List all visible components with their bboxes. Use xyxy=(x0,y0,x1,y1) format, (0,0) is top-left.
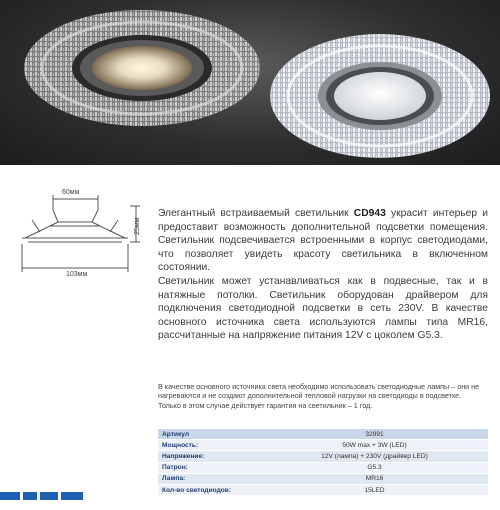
description-paragraph-1 xyxy=(158,207,488,275)
description-paragraph-2: Светильник может устанавливаться как в подвесные, так и в натяжные потолки. Светильник оборудован драйвером для подключения светодиодной подсветки в сеть 230V. В качестве основного источника света используются лампы типа MR16, рассчитанные на напряжение питания 12V с цоколем G5.3. xyxy=(158,275,488,342)
dimension-diagram xyxy=(10,180,150,290)
lamp-note xyxy=(158,382,488,410)
spec-key: Артикул xyxy=(158,429,261,440)
spec-key: Патрон: xyxy=(158,462,261,473)
spec-value: 32991 xyxy=(261,429,488,440)
table-row xyxy=(158,440,488,451)
desc-text: Элегантный встраиваемый светильник xyxy=(158,208,354,219)
spec-key: Мощность: xyxy=(158,440,261,451)
brand-logo-fragment xyxy=(0,492,130,500)
product-description xyxy=(158,207,488,343)
spec-key: Кол-во светодиодов: xyxy=(158,484,261,495)
table-row xyxy=(158,429,488,440)
spec-table xyxy=(158,429,488,496)
spec-value: G5.3 xyxy=(261,462,488,473)
note-line-2: Только в этом случае действует гарантия на светильник – 1 год. xyxy=(158,400,373,410)
lamp-photo-unlit xyxy=(268,28,493,163)
desc-text: украсит интерьер и предоставит возможность дополнительной подсветки помещения. Светильник подсвечивается встроенными в корпус светодиодами, что позволяет увидеть красоту светильника в включенном состоянии. xyxy=(158,208,488,274)
spec-value: MR16 xyxy=(261,473,488,484)
lamp-photo-lit xyxy=(20,2,265,132)
dim-height-label: 25мм xyxy=(134,217,141,235)
table-row xyxy=(158,462,488,473)
table-row xyxy=(158,451,488,462)
product-photo xyxy=(0,0,500,165)
spec-value: 50W max + 3W (LED) xyxy=(261,440,488,451)
table-row xyxy=(158,473,488,484)
spec-value: 15LED xyxy=(261,484,488,495)
dim-width-label: 103мм xyxy=(66,271,88,278)
note-line-1: В качестве основного источника света необходимо использовать светодиодные лампы – они не нагреваются и не создают дополнительной тепловой нагрузки на светодиоды в подсветке. xyxy=(158,382,480,401)
spec-key: Лампа: xyxy=(158,473,261,484)
model-name: CD943 xyxy=(353,208,386,219)
spec-value: 12V (лампа) + 230V (драйвер LED) xyxy=(261,451,488,462)
dim-top-label: 60мм xyxy=(62,189,80,196)
table-row xyxy=(158,484,488,495)
spec-key: Напряжение: xyxy=(158,451,261,462)
